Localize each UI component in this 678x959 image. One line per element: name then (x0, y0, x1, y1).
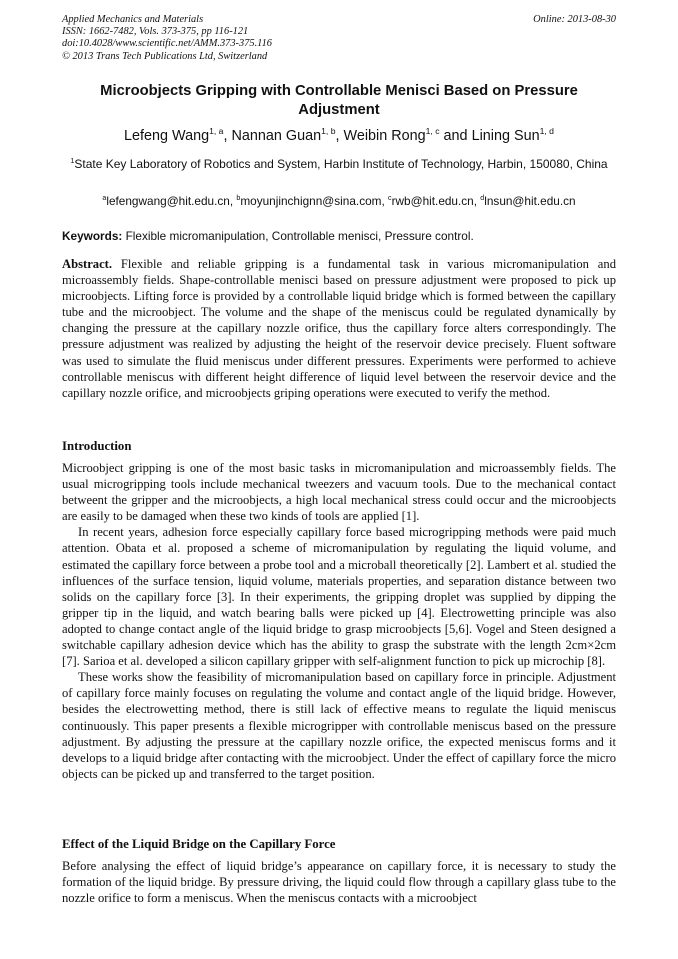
section-heading-introduction: Introduction (62, 439, 132, 453)
author: Lefeng Wang$^{1, a}$, (124, 126, 232, 144)
email: $^b$moyunjinchignn@sina.com, (236, 194, 389, 208)
keywords-label: Keywords: (62, 229, 123, 243)
keywords-text: Flexible micromanipulation, Controllable menisci, Pressure control. (122, 229, 474, 243)
issn-line: ISSN: 1662-7482, Vols. 373-375, pp 116-121 (62, 26, 249, 38)
doi-line: doi:10.4028/www.scientific.net/AMM.373-375.116 (62, 38, 272, 50)
author: Nannan Guan$^{1, b}$, (231, 126, 344, 144)
journal-header (62, 14, 616, 63)
email: $^d$lnsun@hit.edu.cn (480, 194, 576, 208)
abstract-text: Flexible and reliable gripping is a fundamental task in various micromanipulation and microassembly fields. Shape-controllable menisci based on pressure adjustment were proposed to pick up microobjects. Lifting force is provided by a controllable liquid bridge which is formed between the capillary tube and the microobject. The volume and the shape of the meniscus could be regulated dynamically by changing the pressure at the capillary nozzle orifice, thus the capillary force alters correspondingly. The pressure adjustment was realized by adjusting the height of the reservoir device precisely. Fluent software was used to simulate the fluid meniscus under different pressures. Experiments were performed to achieve controllable meniscus with different height difference of liquid level between the reservoir device and the capillary nozzle orifice, and microobjects griping operations were executed to verify the method. (62, 257, 616, 400)
author: Lining Sun$^{1, d}$ (471, 126, 554, 144)
paragraph: Microobject gripping is one of the most basic tasks in micromanipulation and microassembly fields. The usual microgripping tools include mechanical tweezers and vacuum tools. Due to the mechanical contact betweent the gripper and the microobjects, a high local mechanical stress could occur and the microobjects are easily to be damaged when these two kinds of tools are applied [1]. (62, 461, 616, 524)
section-heading-effect: Effect of the Liquid Bridge on the Capillary Force (62, 837, 336, 851)
journal-name: Applied Mechanics and Materials (62, 14, 204, 25)
online-date: Online: 2013-08-30 (533, 14, 616, 25)
email: $^a$lefengwang@hit.edu.cn, (102, 194, 237, 208)
paragraph: These works show the feasibility of micromanipulation based on capillary force in principle. Adjustment of capillary force mainly focuses on regulating the volume and contact angle of the liquid bridge. However, besides the electrowetting method, there is still lack of effective means to regulate the liquid meniscus continuously. This paper presents a flexible microgripper with controllable meniscus based on the pressure adjustment. By adjusting the pressure at the capillary nozzle orifice, the expected meniscus forms and it develops to a liquid bridge after contacting with the microobject. Under the effect of capillary force the micro objects can be picked up and transferred to the target position. (62, 670, 616, 781)
abstract (62, 256, 616, 401)
email-list (62, 194, 616, 209)
copyright-line: © 2013 Trans Tech Publications Ltd, Switzerland (62, 50, 268, 62)
keywords (62, 229, 616, 244)
abstract-label: Abstract. (62, 257, 113, 271)
introduction-body (62, 460, 616, 782)
effect-body (62, 858, 616, 906)
paragraph: Before analysing the effect of liquid bridge’s appearance on capillary force, it is necessary to study the formation of the liquid bridge. By pressure driving, the liquid could flow through a capillary glass tube to the nozzle orifice to form a meniscus. When the meniscus contacts with a microobject (62, 859, 616, 906)
author-list (62, 127, 616, 145)
email: $^c$rwb@hit.edu.cn, (388, 194, 481, 208)
paper-title: Microobjects Gripping with Controllable Menisci Based on Pressure Adjustment (100, 83, 578, 118)
affiliation: $^1$State Key Laboratory of Robotics and System, Harbin Institute of Technology, Harbin, 150080, China (70, 156, 608, 171)
author: Weibin Rong$^{1, c}$ and (343, 126, 472, 144)
paragraph: In recent years, adhesion force especially capillary force based microgripping methods were paid much attention. Obata et al. proposed a scheme of micromanipulation by regulating the liquid volume, and estimated the capillary force between a probe tool and a microball theoretically [2]. Lambert et al. studied the influences of the surface tension, liquid volume, materials properties, and separation distance between two solids on the capillary force [3]. In their experiments, the gripping droplet was supplied by dipping the gripper tip in the liquid, and watch bearing balls were picked up [4]. Electrowetting principle was also adopted to change contact angle of the liquid bridge to grasp microobjects [5,6]. Vogel and Steen designed a switchable capillary adhesion device which has the ability to grasp the substrate with the length 2cm×2cm [7]. Sarioa et al. developed a silicon capillary gripper with self-alignment function to pick up microchip [8]. (62, 525, 616, 669)
